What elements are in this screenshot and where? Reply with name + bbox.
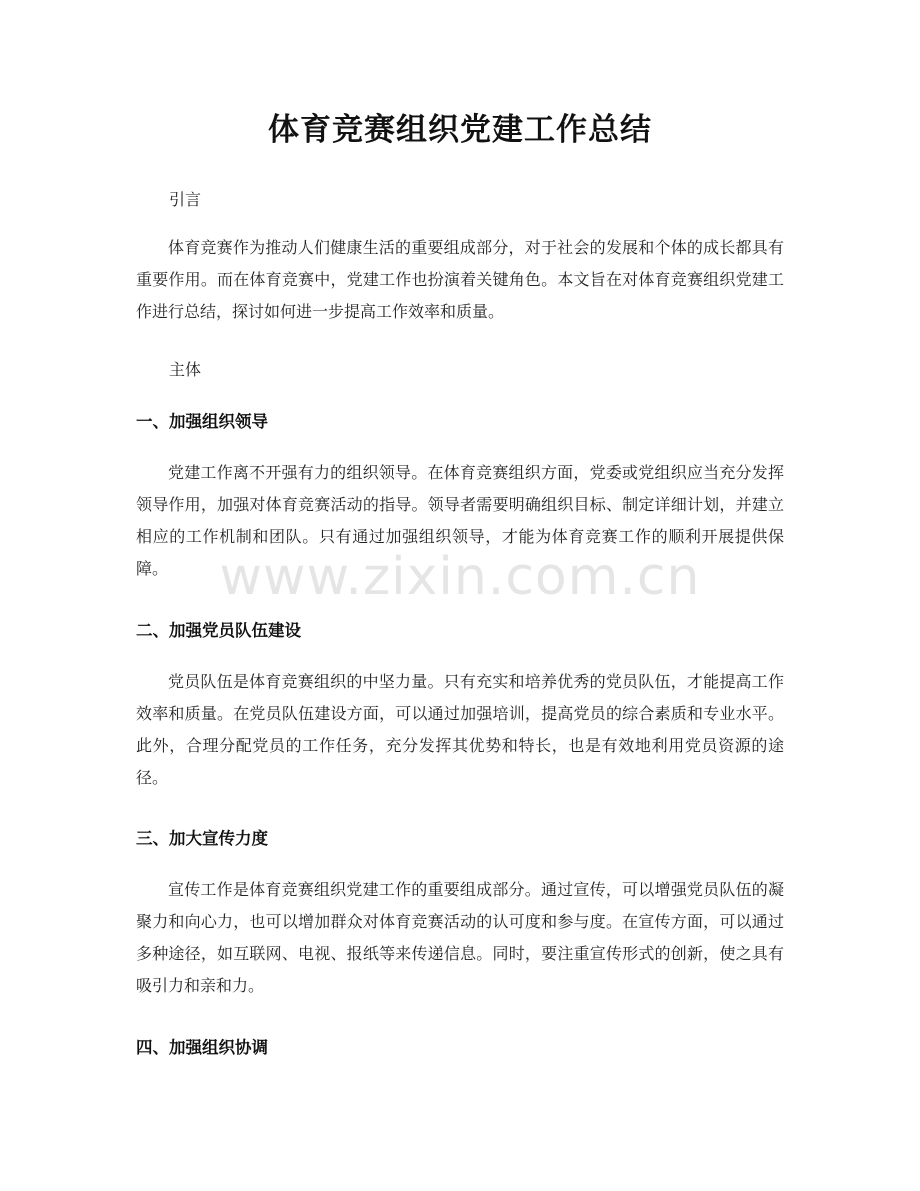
- body-label: 主体: [169, 360, 202, 379]
- document-title: 体育竞赛组织党建工作总结: [268, 112, 652, 148]
- section-heading-3: 三、加大宣传力度: [136, 829, 268, 848]
- section-paragraph-3: 宣传工作是体育竞赛组织党建工作的重要组成部分。通过宣传，可以增强党员队伍的凝聚力和向心力，也可以增加群众对体育竞赛活动的认可度和参与度。在宣传方面，可以通过多种途径，如互联网、电视、报纸等来传递信息。同时，要注重宣传形式的创新，使之具有吸引力和亲和力。: [136, 880, 784, 995]
- section-heading-2: 二、加强党员队伍建设: [136, 621, 301, 640]
- section-heading-4: 四、加强组织协调: [136, 1038, 268, 1057]
- section-paragraph-2: 党员队伍是体育竞赛组织的中坚力量。只有充实和培养优秀的党员队伍，才能提高工作效率和质量。在党员队伍建设方面，可以通过加强培训，提高党员的综合素质和专业水平。此外，合理分配党员的工作任务，充分发挥其优势和特长，也是有效地利用党员资源的途径。: [136, 672, 784, 787]
- intro-paragraph: 体育竞赛作为推动人们健康生活的重要组成部分，对于社会的发展和个体的成长都具有重要作用。而在体育竞赛中，党建工作也扮演着关键角色。本文旨在对体育竞赛组织党建工作进行总结，探讨如何进一步提高工作效率和质量。: [136, 238, 784, 321]
- site-watermark: www.zixin.com.cn: [219, 547, 701, 607]
- intro-label: 引言: [169, 190, 202, 209]
- section-heading-1: 一、加强组织领导: [136, 412, 268, 431]
- section-paragraph-1: 党建工作离不开强有力的组织领导。在体育竞赛组织方面，党委或党组织应当充分发挥领导作用，加强对体育竞赛活动的指导。领导者需要明确组织目标、制定详细计划，并建立相应的工作机制和团队。只有通过加强组织领导，才能为体育竞赛工作的顺利开展提供保障。: [136, 463, 784, 578]
